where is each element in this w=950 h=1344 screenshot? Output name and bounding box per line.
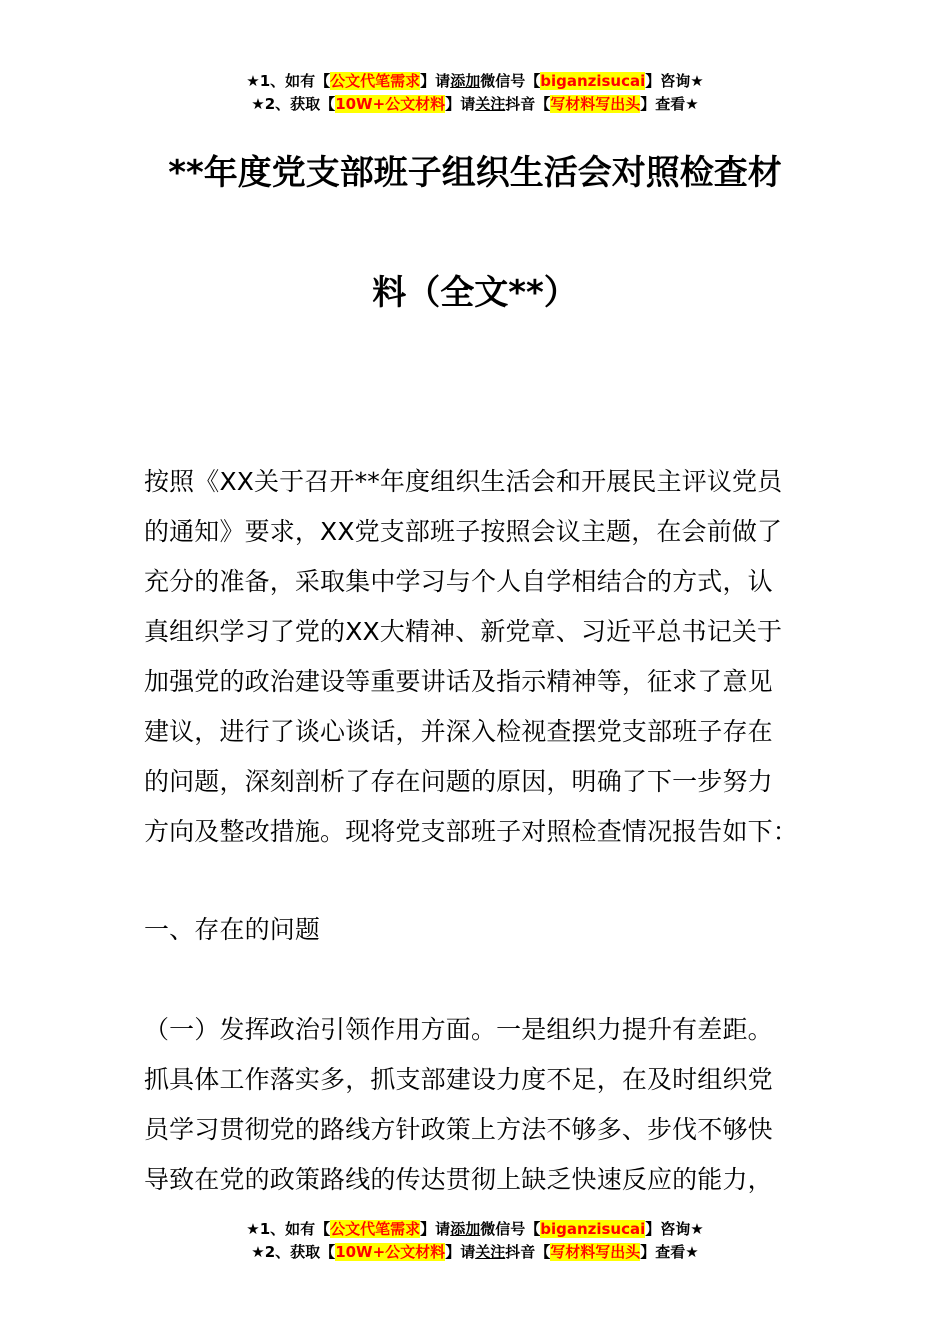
paragraph-line: 的通知》要求，XX党支部班子按照会议主题，在会前做了 — [144, 517, 783, 546]
section-heading — [144, 905, 809, 955]
paragraph-line: 真组织学习了党的XX大精神、新党章、习近平总书记关于 — [144, 617, 783, 646]
banner-text: 】请 — [445, 1243, 476, 1261]
intro-paragraph — [144, 457, 809, 857]
footer-banner — [0, 1218, 950, 1264]
paragraph-line: 的问题，深刻剖析了存在问题的原因，明确了下一步努力 — [144, 767, 773, 796]
paragraph-line: 抓具体工作落实多，抓支部建设力度不足，在及时组织党 — [144, 1065, 773, 1094]
document-title-line-1: **年度党支部班子组织生活会对照检查材 — [168, 153, 782, 193]
materials-highlight: 10W+公文材料 — [335, 95, 446, 113]
banner-text: 抖音【 — [505, 1243, 551, 1261]
footer-banner-line-1 — [0, 1218, 950, 1241]
paragraph-line: 加强党的政治建设等重要讲话及指示精神等，征求了意见 — [144, 667, 773, 696]
service-highlight: 公文代笔需求 — [330, 72, 421, 90]
banner-text: 】咨询★ — [645, 1220, 704, 1238]
paragraph-line: 按照《XX关于召开**年度组织生活会和开展民主评议党员 — [144, 467, 783, 496]
banner-text: 】请 — [420, 1220, 451, 1238]
banner-text: 】查看★ — [640, 95, 699, 113]
header-banner-line-2 — [0, 93, 950, 116]
wechat-id-highlight: biganzisucai — [540, 1220, 646, 1238]
douyin-account-highlight: 写材料写出头 — [550, 1243, 641, 1261]
banner-text: ★2、获取【 — [251, 1243, 336, 1261]
section-1-paragraph — [144, 1005, 809, 1205]
add-underlined-text: 添加 — [450, 72, 481, 90]
header-banner — [0, 70, 950, 116]
service-highlight: 公文代笔需求 — [330, 1220, 421, 1238]
section-1-heading: 一、存在的问题 — [144, 915, 321, 944]
follow-underlined-text: 关注 — [475, 95, 506, 113]
banner-text: 】咨询★ — [645, 72, 704, 90]
paragraph-line: 方向及整改措施。现将党支部班子对照检查情况报告如下： — [144, 817, 798, 846]
paragraph-line: 导致在党的政策路线的传达贯彻上缺乏快速反应的能力， — [144, 1165, 773, 1194]
paragraph-line: 充分的准备，采取集中学习与个人自学相结合的方式，认 — [144, 567, 773, 596]
wechat-id-highlight: biganzisucai — [540, 72, 646, 90]
add-underlined-text: 添加 — [450, 1220, 481, 1238]
banner-text: ★1、如有【 — [246, 72, 331, 90]
banner-text: 】查看★ — [640, 1243, 699, 1261]
banner-text: 抖音【 — [505, 95, 551, 113]
banner-text: 微信号【 — [480, 72, 541, 90]
document-title-line-2: 料（全文**） — [372, 273, 578, 313]
paragraph-line: 员学习贯彻党的路线方针政策上方法不够多、步伐不够快 — [144, 1115, 773, 1144]
footer-banner-line-2 — [0, 1241, 950, 1264]
banner-text: ★1、如有【 — [246, 1220, 331, 1238]
douyin-account-highlight: 写材料写出头 — [550, 95, 641, 113]
paragraph-line: （一）发挥政治引领作用方面。一是组织力提升有差距。 — [144, 1015, 773, 1044]
paragraph-line: 建议，进行了谈心谈话，并深入检视查摆党支部班子存在 — [144, 717, 773, 746]
follow-underlined-text: 关注 — [475, 1243, 506, 1261]
banner-text: 】请 — [420, 72, 451, 90]
header-banner-line-1 — [0, 70, 950, 93]
materials-highlight: 10W+公文材料 — [335, 1243, 446, 1261]
banner-text: ★2、获取【 — [251, 95, 336, 113]
banner-text: 微信号【 — [480, 1220, 541, 1238]
banner-text: 】请 — [445, 95, 476, 113]
